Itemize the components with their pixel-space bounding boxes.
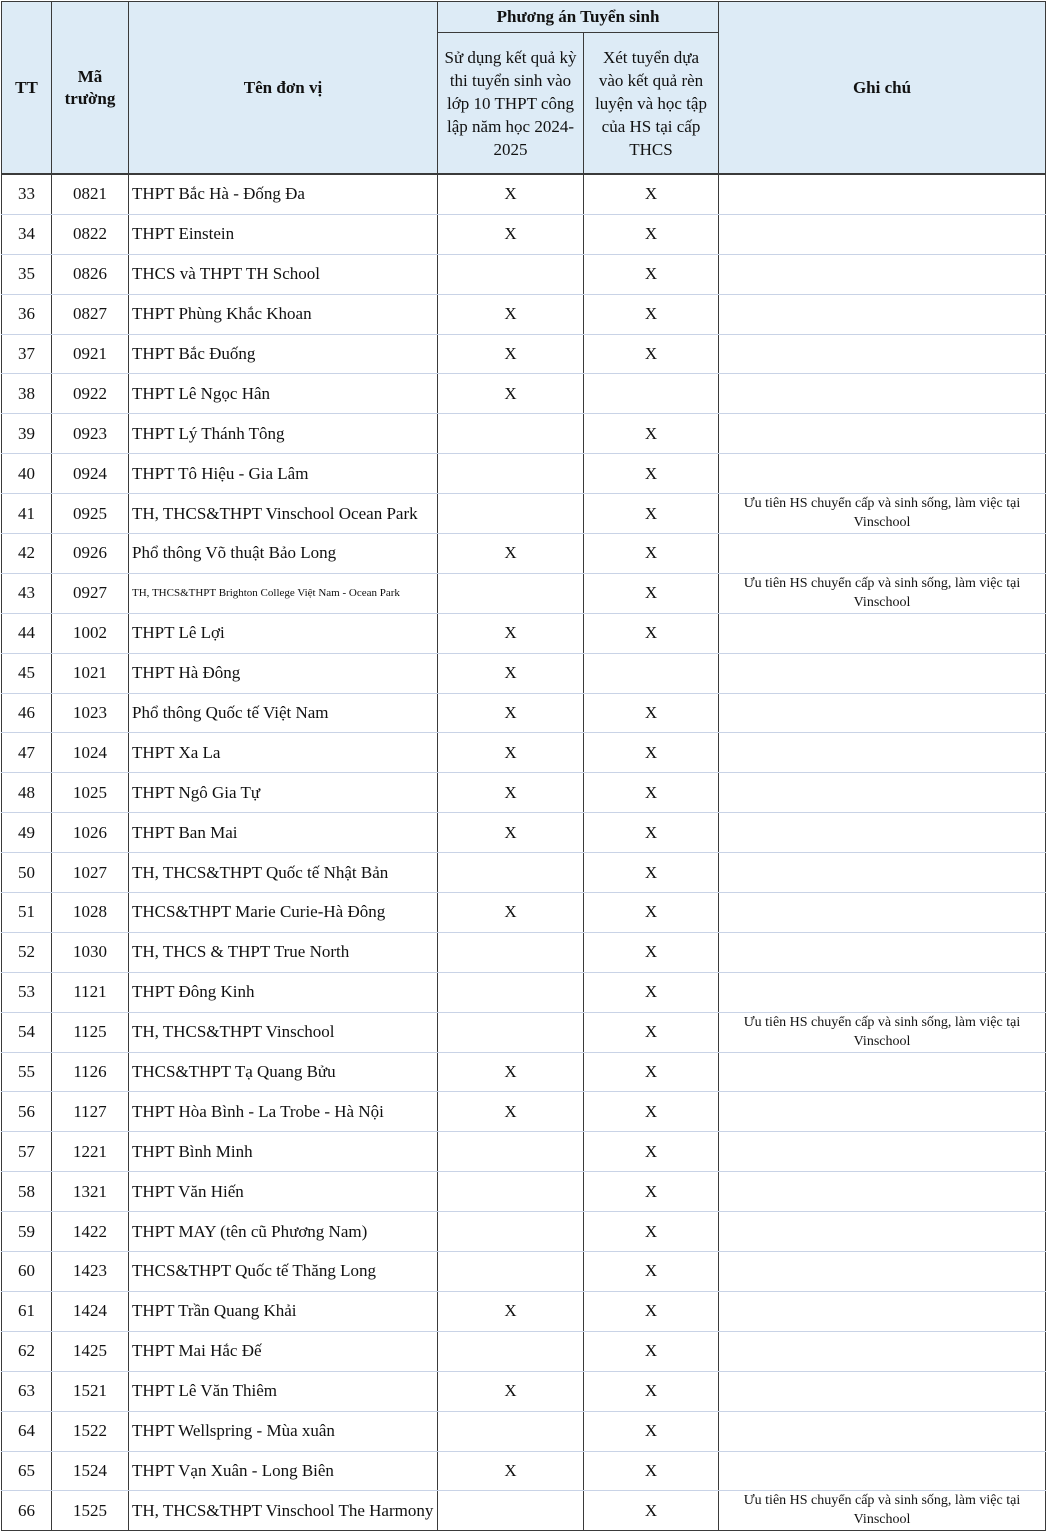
row-option-a-mark: X bbox=[438, 1052, 584, 1092]
row-tt: 44 bbox=[2, 613, 52, 653]
row-option-a-mark: X bbox=[438, 174, 584, 214]
table-row bbox=[2, 893, 1046, 933]
row-option-a-mark: X bbox=[438, 534, 584, 574]
row-option-b-mark: X bbox=[584, 1491, 719, 1531]
table-row bbox=[2, 254, 1046, 294]
row-option-a-mark bbox=[438, 573, 584, 613]
row-option-a-mark: X bbox=[438, 1291, 584, 1331]
row-option-b-mark: X bbox=[584, 813, 719, 853]
row-option-b-mark: X bbox=[584, 454, 719, 494]
row-option-a-mark: X bbox=[438, 893, 584, 933]
row-option-a-mark bbox=[438, 1491, 584, 1531]
row-ten-don-vi: TH, THCS&THPT Vinschool The Harmony bbox=[129, 1491, 438, 1531]
table-body bbox=[2, 174, 1046, 1531]
header-ghi-chu: Ghi chú bbox=[719, 2, 1046, 175]
row-tt: 62 bbox=[2, 1331, 52, 1371]
row-option-a-mark bbox=[438, 853, 584, 893]
table-row bbox=[2, 1291, 1046, 1331]
table-row bbox=[2, 1491, 1046, 1531]
row-ma-truong: 0826 bbox=[52, 254, 129, 294]
row-ghi-chu bbox=[719, 1411, 1046, 1451]
row-ten-don-vi: THPT Lý Thánh Tông bbox=[129, 414, 438, 454]
table-row bbox=[2, 1371, 1046, 1411]
row-tt: 37 bbox=[2, 334, 52, 374]
row-tt: 43 bbox=[2, 573, 52, 613]
row-tt: 66 bbox=[2, 1491, 52, 1531]
table-row bbox=[2, 1451, 1046, 1491]
row-ten-don-vi: THPT Đông Kinh bbox=[129, 972, 438, 1012]
row-ghi-chu bbox=[719, 613, 1046, 653]
row-ten-don-vi: THPT Trần Quang Khải bbox=[129, 1291, 438, 1331]
row-tt: 42 bbox=[2, 534, 52, 574]
table-row bbox=[2, 1092, 1046, 1132]
row-option-b-mark: X bbox=[584, 932, 719, 972]
row-ten-don-vi: THCS&THPT Quốc tế Thăng Long bbox=[129, 1252, 438, 1292]
row-ten-don-vi: THCS và THPT TH School bbox=[129, 254, 438, 294]
row-ten-don-vi: TH, THCS&THPT Brighton College Việt Nam - Ocean Park bbox=[129, 573, 438, 613]
row-ma-truong: 1023 bbox=[52, 693, 129, 733]
table-row bbox=[2, 1052, 1046, 1092]
row-ghi-chu bbox=[719, 853, 1046, 893]
table-row bbox=[2, 334, 1046, 374]
row-tt: 52 bbox=[2, 932, 52, 972]
table-row bbox=[2, 613, 1046, 653]
row-tt: 47 bbox=[2, 733, 52, 773]
table-row bbox=[2, 773, 1046, 813]
row-ten-don-vi: THPT Ngô Gia Tự bbox=[129, 773, 438, 813]
row-option-a-mark: X bbox=[438, 1092, 584, 1132]
row-tt: 59 bbox=[2, 1212, 52, 1252]
row-option-b-mark: X bbox=[584, 693, 719, 733]
row-option-b-mark: X bbox=[584, 1172, 719, 1212]
row-option-b-mark: X bbox=[584, 853, 719, 893]
table-row bbox=[2, 1172, 1046, 1212]
row-tt: 39 bbox=[2, 414, 52, 454]
row-ten-don-vi: THPT Vạn Xuân - Long Biên bbox=[129, 1451, 438, 1491]
row-ma-truong: 1121 bbox=[52, 972, 129, 1012]
row-ma-truong: 1422 bbox=[52, 1212, 129, 1252]
table-row bbox=[2, 1331, 1046, 1371]
table-row bbox=[2, 813, 1046, 853]
row-option-a-mark: X bbox=[438, 334, 584, 374]
row-option-a-mark: X bbox=[438, 613, 584, 653]
row-option-b-mark: X bbox=[584, 534, 719, 574]
row-ten-don-vi: THCS&THPT Marie Curie-Hà Đông bbox=[129, 893, 438, 933]
row-ma-truong: 0926 bbox=[52, 534, 129, 574]
admission-table bbox=[1, 1, 1046, 1531]
row-tt: 60 bbox=[2, 1252, 52, 1292]
row-option-a-mark: X bbox=[438, 813, 584, 853]
row-option-b-mark: X bbox=[584, 773, 719, 813]
row-ghi-chu: Ưu tiên HS chuyển cấp và sinh sống, làm việc tại Vinschool bbox=[719, 1491, 1046, 1531]
row-tt: 34 bbox=[2, 214, 52, 254]
row-ten-don-vi: TH, THCS & THPT True North bbox=[129, 932, 438, 972]
row-option-b-mark: X bbox=[584, 414, 719, 454]
row-ten-don-vi: Phổ thông Quốc tế Việt Nam bbox=[129, 693, 438, 733]
row-ten-don-vi: THPT Hà Đông bbox=[129, 653, 438, 693]
row-ghi-chu bbox=[719, 1052, 1046, 1092]
row-ma-truong: 0922 bbox=[52, 374, 129, 414]
row-ten-don-vi: TH, THCS&THPT Vinschool bbox=[129, 1012, 438, 1052]
row-ten-don-vi: THPT Xa La bbox=[129, 733, 438, 773]
row-option-b-mark: X bbox=[584, 1451, 719, 1491]
row-option-a-mark bbox=[438, 972, 584, 1012]
row-ghi-chu bbox=[719, 334, 1046, 374]
table-row bbox=[2, 534, 1046, 574]
table-row bbox=[2, 733, 1046, 773]
row-option-b-mark: X bbox=[584, 1052, 719, 1092]
row-tt: 51 bbox=[2, 893, 52, 933]
row-ten-don-vi: THPT Bình Minh bbox=[129, 1132, 438, 1172]
row-ghi-chu bbox=[719, 773, 1046, 813]
row-ma-truong: 1524 bbox=[52, 1451, 129, 1491]
row-option-b-mark: X bbox=[584, 294, 719, 334]
row-ten-don-vi: THPT MAY (tên cũ Phương Nam) bbox=[129, 1212, 438, 1252]
row-option-b-mark: X bbox=[584, 1371, 719, 1411]
table-row bbox=[2, 1132, 1046, 1172]
row-ma-truong: 1126 bbox=[52, 1052, 129, 1092]
row-ten-don-vi: THPT Wellspring - Mùa xuân bbox=[129, 1411, 438, 1451]
row-ma-truong: 0923 bbox=[52, 414, 129, 454]
header-tt: TT bbox=[2, 2, 52, 175]
row-ma-truong: 1030 bbox=[52, 932, 129, 972]
row-ghi-chu bbox=[719, 1132, 1046, 1172]
table-row bbox=[2, 573, 1046, 613]
row-option-b-mark: X bbox=[584, 174, 719, 214]
row-ghi-chu bbox=[719, 813, 1046, 853]
row-ghi-chu bbox=[719, 454, 1046, 494]
row-ghi-chu bbox=[719, 1212, 1046, 1252]
row-option-a-mark: X bbox=[438, 693, 584, 733]
row-option-b-mark: X bbox=[584, 972, 719, 1012]
row-ghi-chu bbox=[719, 1172, 1046, 1212]
row-ghi-chu bbox=[719, 733, 1046, 773]
table-row bbox=[2, 932, 1046, 972]
row-tt: 57 bbox=[2, 1132, 52, 1172]
row-ghi-chu bbox=[719, 1451, 1046, 1491]
row-tt: 49 bbox=[2, 813, 52, 853]
row-option-a-mark: X bbox=[438, 1371, 584, 1411]
header-ten-don-vi: Tên đơn vị bbox=[129, 2, 438, 175]
header-option-b: Xét tuyển dựa vào kết quả rèn luyện và học tập của HS tại cấp THCS bbox=[584, 33, 719, 175]
row-ten-don-vi: THPT Einstein bbox=[129, 214, 438, 254]
row-option-b-mark: X bbox=[584, 1331, 719, 1371]
row-tt: 33 bbox=[2, 174, 52, 214]
row-option-b-mark: X bbox=[584, 1252, 719, 1292]
row-ma-truong: 1026 bbox=[52, 813, 129, 853]
table-row bbox=[2, 1012, 1046, 1052]
row-option-a-mark bbox=[438, 1172, 584, 1212]
row-tt: 38 bbox=[2, 374, 52, 414]
row-option-a-mark bbox=[438, 932, 584, 972]
row-option-a-mark bbox=[438, 1252, 584, 1292]
row-option-a-mark: X bbox=[438, 374, 584, 414]
row-option-b-mark: X bbox=[584, 573, 719, 613]
row-tt: 63 bbox=[2, 1371, 52, 1411]
row-ma-truong: 1522 bbox=[52, 1411, 129, 1451]
row-ghi-chu: Ưu tiên HS chuyển cấp và sinh sống, làm việc tại Vinschool bbox=[719, 1012, 1046, 1052]
row-option-b-mark: X bbox=[584, 733, 719, 773]
row-option-b-mark: X bbox=[584, 494, 719, 534]
row-ma-truong: 0925 bbox=[52, 494, 129, 534]
row-tt: 61 bbox=[2, 1291, 52, 1331]
row-option-b-mark: X bbox=[584, 613, 719, 653]
row-ma-truong: 1221 bbox=[52, 1132, 129, 1172]
row-tt: 54 bbox=[2, 1012, 52, 1052]
row-ghi-chu bbox=[719, 294, 1046, 334]
row-tt: 48 bbox=[2, 773, 52, 813]
row-tt: 35 bbox=[2, 254, 52, 294]
row-tt: 46 bbox=[2, 693, 52, 733]
row-ten-don-vi: THPT Tô Hiệu - Gia Lâm bbox=[129, 454, 438, 494]
row-ma-truong: 1021 bbox=[52, 653, 129, 693]
row-ten-don-vi: TH, THCS&THPT Quốc tế Nhật Bản bbox=[129, 853, 438, 893]
table-row bbox=[2, 494, 1046, 534]
row-ten-don-vi: THPT Bắc Hà - Đống Đa bbox=[129, 174, 438, 214]
row-ghi-chu bbox=[719, 1291, 1046, 1331]
row-option-a-mark: X bbox=[438, 653, 584, 693]
row-option-a-mark bbox=[438, 1212, 584, 1252]
row-option-a-mark: X bbox=[438, 294, 584, 334]
row-ghi-chu bbox=[719, 374, 1046, 414]
row-ma-truong: 0924 bbox=[52, 454, 129, 494]
row-option-a-mark bbox=[438, 414, 584, 454]
row-ten-don-vi: THCS&THPT Tạ Quang Bửu bbox=[129, 1052, 438, 1092]
table-row bbox=[2, 374, 1046, 414]
table-row bbox=[2, 653, 1046, 693]
row-ma-truong: 1521 bbox=[52, 1371, 129, 1411]
row-option-a-mark bbox=[438, 494, 584, 534]
row-tt: 45 bbox=[2, 653, 52, 693]
row-tt: 55 bbox=[2, 1052, 52, 1092]
row-ten-don-vi: TH, THCS&THPT Vinschool Ocean Park bbox=[129, 494, 438, 534]
row-ghi-chu bbox=[719, 1371, 1046, 1411]
row-ten-don-vi: THPT Bắc Đuống bbox=[129, 334, 438, 374]
row-tt: 53 bbox=[2, 972, 52, 1012]
table-row bbox=[2, 693, 1046, 733]
row-option-a-mark: X bbox=[438, 1451, 584, 1491]
row-tt: 41 bbox=[2, 494, 52, 534]
header-phuong-an: Phương án Tuyển sinh bbox=[438, 2, 719, 33]
row-option-b-mark: X bbox=[584, 1411, 719, 1451]
row-option-a-mark bbox=[438, 1012, 584, 1052]
row-ghi-chu bbox=[719, 653, 1046, 693]
row-ten-don-vi: THPT Lê Ngọc Hân bbox=[129, 374, 438, 414]
row-ghi-chu bbox=[719, 534, 1046, 574]
row-ghi-chu bbox=[719, 1092, 1046, 1132]
row-ma-truong: 1321 bbox=[52, 1172, 129, 1212]
row-option-a-mark bbox=[438, 454, 584, 494]
row-option-a-mark bbox=[438, 1331, 584, 1371]
row-option-b-mark: X bbox=[584, 254, 719, 294]
table-header bbox=[2, 2, 1046, 175]
row-option-a-mark: X bbox=[438, 214, 584, 254]
row-ghi-chu bbox=[719, 214, 1046, 254]
row-ma-truong: 1525 bbox=[52, 1491, 129, 1531]
row-ma-truong: 0827 bbox=[52, 294, 129, 334]
row-ma-truong: 1125 bbox=[52, 1012, 129, 1052]
table-row bbox=[2, 853, 1046, 893]
table-row bbox=[2, 1212, 1046, 1252]
row-ten-don-vi: THPT Văn Hiến bbox=[129, 1172, 438, 1212]
table-row bbox=[2, 1411, 1046, 1451]
table-row bbox=[2, 414, 1046, 454]
row-ten-don-vi: THPT Ban Mai bbox=[129, 813, 438, 853]
row-tt: 36 bbox=[2, 294, 52, 334]
row-ma-truong: 0927 bbox=[52, 573, 129, 613]
row-ma-truong: 1127 bbox=[52, 1092, 129, 1132]
row-ghi-chu bbox=[719, 414, 1046, 454]
row-ghi-chu bbox=[719, 254, 1046, 294]
row-option-b-mark: X bbox=[584, 214, 719, 254]
header-option-a: Sử dụng kết quả kỳ thi tuyển sinh vào lớp 10 THPT công lập năm học 2024-2025 bbox=[438, 33, 584, 175]
row-option-b-mark: X bbox=[584, 1092, 719, 1132]
row-ma-truong: 0821 bbox=[52, 174, 129, 214]
row-ma-truong: 1024 bbox=[52, 733, 129, 773]
table-row bbox=[2, 972, 1046, 1012]
row-ma-truong: 1002 bbox=[52, 613, 129, 653]
row-option-b-mark: X bbox=[584, 334, 719, 374]
row-ten-don-vi: THPT Lê Lợi bbox=[129, 613, 438, 653]
table-row bbox=[2, 174, 1046, 214]
header-ma-truong: Mã trường bbox=[52, 2, 129, 175]
table-row bbox=[2, 1252, 1046, 1292]
row-ma-truong: 0822 bbox=[52, 214, 129, 254]
row-option-a-mark bbox=[438, 1132, 584, 1172]
row-ma-truong: 1425 bbox=[52, 1331, 129, 1371]
row-ten-don-vi: THPT Phùng Khắc Khoan bbox=[129, 294, 438, 334]
row-ten-don-vi: THPT Mai Hắc Đế bbox=[129, 1331, 438, 1371]
row-option-a-mark: X bbox=[438, 733, 584, 773]
row-ghi-chu bbox=[719, 893, 1046, 933]
row-tt: 64 bbox=[2, 1411, 52, 1451]
row-tt: 58 bbox=[2, 1172, 52, 1212]
row-ghi-chu: Ưu tiên HS chuyển cấp và sinh sống, làm việc tại Vinschool bbox=[719, 494, 1046, 534]
row-option-b-mark: X bbox=[584, 1012, 719, 1052]
row-option-b-mark bbox=[584, 653, 719, 693]
row-tt: 65 bbox=[2, 1451, 52, 1491]
table-row bbox=[2, 294, 1046, 334]
row-ghi-chu bbox=[719, 972, 1046, 1012]
row-tt: 40 bbox=[2, 454, 52, 494]
row-ghi-chu: Ưu tiên HS chuyển cấp và sinh sống, làm việc tại Vinschool bbox=[719, 573, 1046, 613]
row-option-b-mark bbox=[584, 374, 719, 414]
row-ghi-chu bbox=[719, 1252, 1046, 1292]
row-ten-don-vi: THPT Lê Văn Thiêm bbox=[129, 1371, 438, 1411]
row-ghi-chu bbox=[719, 932, 1046, 972]
row-tt: 56 bbox=[2, 1092, 52, 1132]
row-option-b-mark: X bbox=[584, 1291, 719, 1331]
row-ma-truong: 1028 bbox=[52, 893, 129, 933]
row-option-a-mark: X bbox=[438, 773, 584, 813]
row-ma-truong: 0921 bbox=[52, 334, 129, 374]
row-ma-truong: 1027 bbox=[52, 853, 129, 893]
row-ma-truong: 1424 bbox=[52, 1291, 129, 1331]
row-option-a-mark bbox=[438, 254, 584, 294]
row-ghi-chu bbox=[719, 1331, 1046, 1371]
row-option-a-mark bbox=[438, 1411, 584, 1451]
row-ma-truong: 1423 bbox=[52, 1252, 129, 1292]
row-ten-don-vi: THPT Hòa Bình - La Trobe - Hà Nội bbox=[129, 1092, 438, 1132]
row-ten-don-vi: Phổ thông Võ thuật Bảo Long bbox=[129, 534, 438, 574]
row-option-b-mark: X bbox=[584, 893, 719, 933]
row-ghi-chu bbox=[719, 693, 1046, 733]
row-option-b-mark: X bbox=[584, 1132, 719, 1172]
table-row bbox=[2, 214, 1046, 254]
row-option-b-mark: X bbox=[584, 1212, 719, 1252]
table-row bbox=[2, 454, 1046, 494]
row-tt: 50 bbox=[2, 853, 52, 893]
row-ghi-chu bbox=[719, 174, 1046, 214]
row-ma-truong: 1025 bbox=[52, 773, 129, 813]
